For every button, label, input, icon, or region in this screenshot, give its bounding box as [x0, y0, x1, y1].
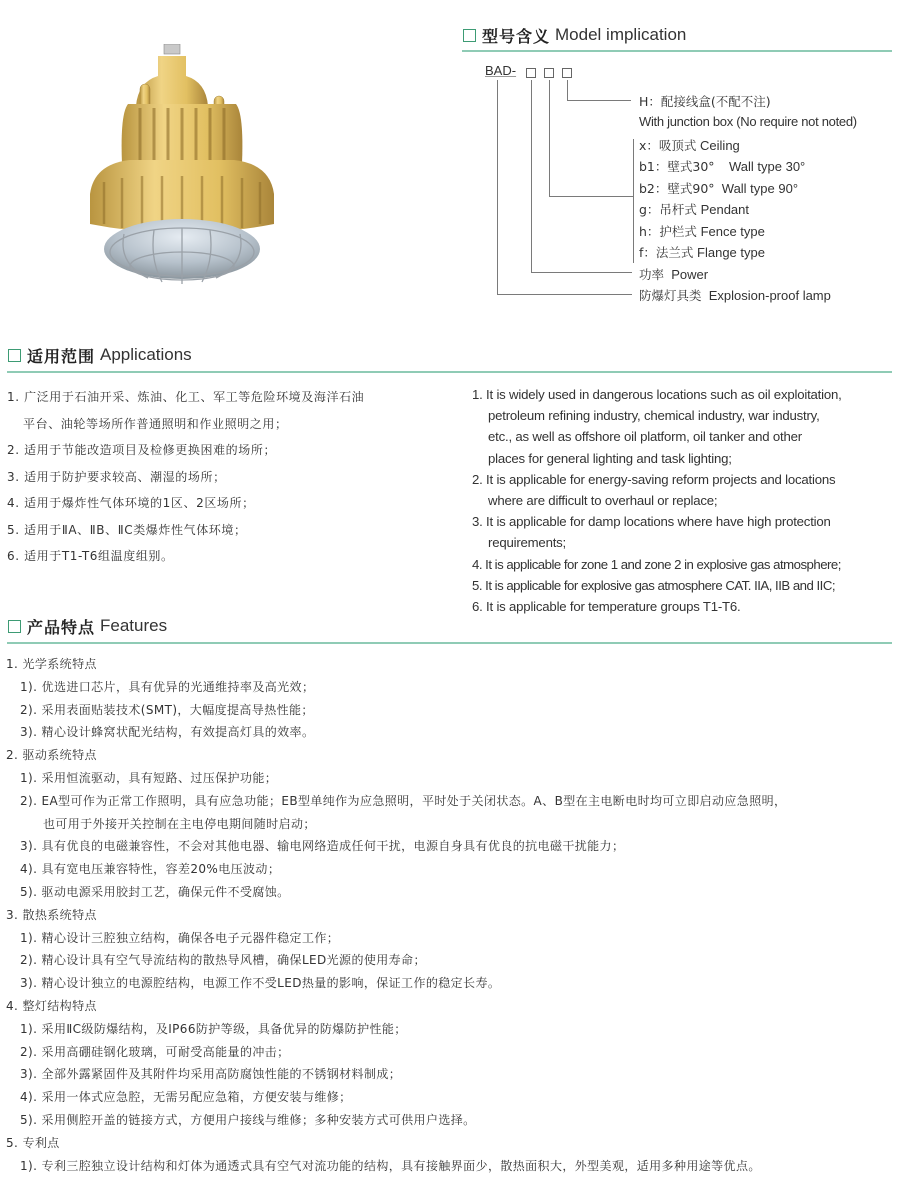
feature-group-heading: 2. 驱动系统特点: [6, 748, 97, 763]
list-item: requirements;: [488, 535, 567, 551]
connector-line: [549, 196, 634, 197]
features-title-cn: 产品特点: [27, 617, 96, 637]
model-item-cn: H：配接线盒(不配不注): [639, 94, 771, 109]
model-item-fence: [639, 222, 765, 240]
model-item-cn: 功率: [639, 267, 665, 282]
model-item-cn: b2：壁式90°: [639, 181, 715, 196]
model-title-cn: 型号含义: [482, 26, 551, 46]
features-list: [6, 653, 786, 1177]
feature-item: 1). 采用恒流驱动，具有短路、过压保护功能；: [20, 770, 278, 785]
list-item: 5. It is applicable for explosive gas atmosphere CAT. IIA, IIB and IIC;: [472, 577, 836, 593]
list-item: 6. 适用于T1-T6组温度组别。: [7, 549, 174, 563]
section-checkbox-icon: [463, 29, 476, 42]
list-item: 平台、油轮等场所作普通照明和作业照明之用；: [23, 416, 288, 431]
model-item-flange: [639, 243, 765, 261]
feature-item: 3). 全部外露紧固件及其附件均采用高防腐蚀性能的不锈钢材料制成；: [20, 1067, 402, 1082]
model-item-en: Power: [671, 267, 709, 282]
model-item-junction-en: [639, 114, 857, 129]
feature-group-heading: 3. 散热系统特点: [6, 907, 97, 922]
list-item: 6. It is applicable for temperature groups T1-T6.: [472, 598, 741, 614]
feature-item: 3). 精心设计独立的电源腔结构，电源工作不受LED热量的影响，保证工作的稳定长寿。: [20, 976, 501, 991]
model-item-cn: h：护栏式: [639, 224, 697, 239]
connector-bracket: [633, 139, 634, 263]
list-item: 1. 广泛用于石油开采、炼油、化工、军工等危险环境及海洋石油: [7, 390, 365, 404]
section-checkbox-icon: [8, 620, 21, 633]
model-item-en: Fence type: [700, 224, 765, 239]
feature-item: 也可用于外接开关控制在主电停电期间随时启动；: [43, 816, 316, 831]
feature-group-heading: 4. 整灯结构特点: [6, 998, 97, 1013]
model-item-en: Wall type 90°: [721, 181, 799, 196]
code-slot-power-icon: [526, 68, 536, 78]
applications-section-divider: [7, 371, 892, 373]
model-item-cn: x：吸顶式: [639, 138, 697, 153]
model-item-wall90: [639, 179, 798, 197]
connector-line: [497, 294, 632, 295]
connector-line: [531, 80, 532, 273]
applications-list-en: [472, 384, 842, 617]
list-item: places for general lighting and task lighting;: [488, 450, 732, 466]
feature-item: 2). 精心设计具有空气导流结构的散热导风槽，确保LED光源的使用寿命；: [20, 953, 426, 968]
model-item-en: Flange type: [697, 245, 765, 260]
list-item: 3. 适用于防护要求较高、潮湿的场所；: [7, 469, 226, 484]
model-item-en: Pendant: [700, 202, 749, 217]
list-item: 4. 适用于爆炸性气体环境的1区、2区场所；: [7, 496, 255, 510]
model-section-header: [463, 21, 686, 49]
list-item: 1. It is widely used in dangerous locations such as oil exploitation,: [472, 387, 842, 402]
feature-item: 1). 专利三腔独立设计结构和灯体为通透式具有空气对流功能的结构，具有接触界面少，散热面积大，外型美观，适用多种用途等优点。: [20, 1158, 761, 1173]
section-checkbox-icon: [8, 349, 21, 362]
feature-item: 2). 采用表面贴装技术(SMT)，大幅度提高导热性能；: [20, 702, 314, 717]
features-title-en: Features: [100, 616, 168, 635]
list-item: 3. It is applicable for damp locations where have high protection: [472, 514, 831, 530]
model-item-power: [639, 265, 708, 283]
connector-line: [549, 80, 550, 197]
feature-item: 1). 精心设计三腔独立结构，确保各电子元器件稳定工作；: [20, 930, 340, 945]
connector-line: [497, 80, 498, 295]
features-section-header: [8, 612, 167, 640]
model-title-en: Model implication: [555, 25, 687, 44]
model-item-en: Ceiling: [700, 138, 740, 153]
connector-line: [567, 80, 568, 101]
code-slot-junction-icon: [562, 68, 572, 78]
features-section-divider: [7, 642, 892, 644]
applications-list-cn: [7, 384, 364, 570]
model-item-junction: [639, 92, 771, 110]
feature-item: 2). 采用高硼硅钢化玻璃，可耐受高能量的冲击；: [20, 1044, 290, 1059]
model-item-lamp-type: [639, 286, 831, 304]
list-item: 4. It is applicable for zone 1 and zone 2 in explosive gas atmosphere;: [472, 556, 841, 572]
model-item-en: Wall type 30°: [729, 159, 806, 174]
feature-item: 2). EA型可作为正常工作照明，具有应急功能；EB型单纯作为应急照明，平时处于关闭状态。A、B型在主电断电时均可立即启动应急照明，: [20, 793, 787, 808]
list-item: 2. 适用于节能改造项目及检修更换困难的场所；: [7, 443, 277, 457]
feature-item: 3). 精心设计蜂窝状配光结构，有效提高灯具的效率。: [20, 725, 315, 740]
list-item: petroleum refining industry, chemical industry, war industry,: [488, 408, 820, 424]
explosion-proof-lamp-image: [84, 44, 280, 300]
model-item-cn: 防爆灯具类: [639, 288, 702, 303]
applications-title-cn: 适用范围: [27, 346, 96, 366]
applications-title-en: Applications: [100, 345, 192, 364]
model-code-prefix: BAD-: [485, 63, 517, 78]
feature-item: 1). 优选进口芯片，具有优异的光通维持率及高光效；: [20, 679, 315, 694]
model-item-en: With junction box (No require not noted): [639, 114, 857, 129]
feature-item: 5). 采用侧腔开盖的链接方式，方便用户接线与维修；多种安装方式可供用户选择。: [20, 1112, 476, 1127]
model-item-cn: g：吊杆式: [639, 202, 697, 217]
model-item-pendant: [639, 200, 749, 218]
model-item-ceiling: [639, 136, 740, 154]
model-item-cn: b1：壁式30°: [639, 159, 715, 174]
applications-section-header: [8, 341, 192, 369]
feature-item: 4). 采用一体式应急腔，无需另配应急箱，方便安装与维修；: [20, 1090, 352, 1105]
feature-item: 5). 驱动电源采用胶封工艺，确保元件不受腐蚀。: [20, 884, 290, 899]
model-section-divider: [462, 50, 892, 52]
list-item: 5. 适用于ⅡA、ⅡB、ⅡC类爆炸性气体环境；: [7, 522, 247, 537]
feature-item: 4). 具有宽电压兼容特性，容差20%电压波动；: [20, 862, 281, 877]
feature-item: 1). 采用ⅡC级防爆结构，及IP66防护等级，具备优异的防爆防护性能；: [20, 1021, 407, 1036]
list-item: etc., as well as offshore oil platform, oil tanker and other: [488, 429, 802, 445]
connector-line: [567, 100, 631, 101]
list-item: 2. It is applicable for energy-saving reform projects and locations: [472, 471, 836, 487]
list-item: where are difficult to overhaul or replace;: [488, 492, 718, 508]
feature-item: 3). 具有优良的电磁兼容性，不会对其他电器、输电网络造成任何干扰，电源自身具有优良的抗电磁干扰能力；: [20, 839, 625, 854]
code-slot-mount-icon: [544, 68, 554, 78]
model-item-cn: f：法兰式: [639, 245, 694, 260]
connector-line: [531, 272, 632, 273]
feature-group-heading: 1. 光学系统特点: [6, 657, 97, 671]
model-item-en: Explosion-proof lamp: [708, 288, 831, 303]
model-item-wall30: [639, 157, 805, 175]
feature-group-heading: 5. 专利点: [6, 1135, 60, 1150]
